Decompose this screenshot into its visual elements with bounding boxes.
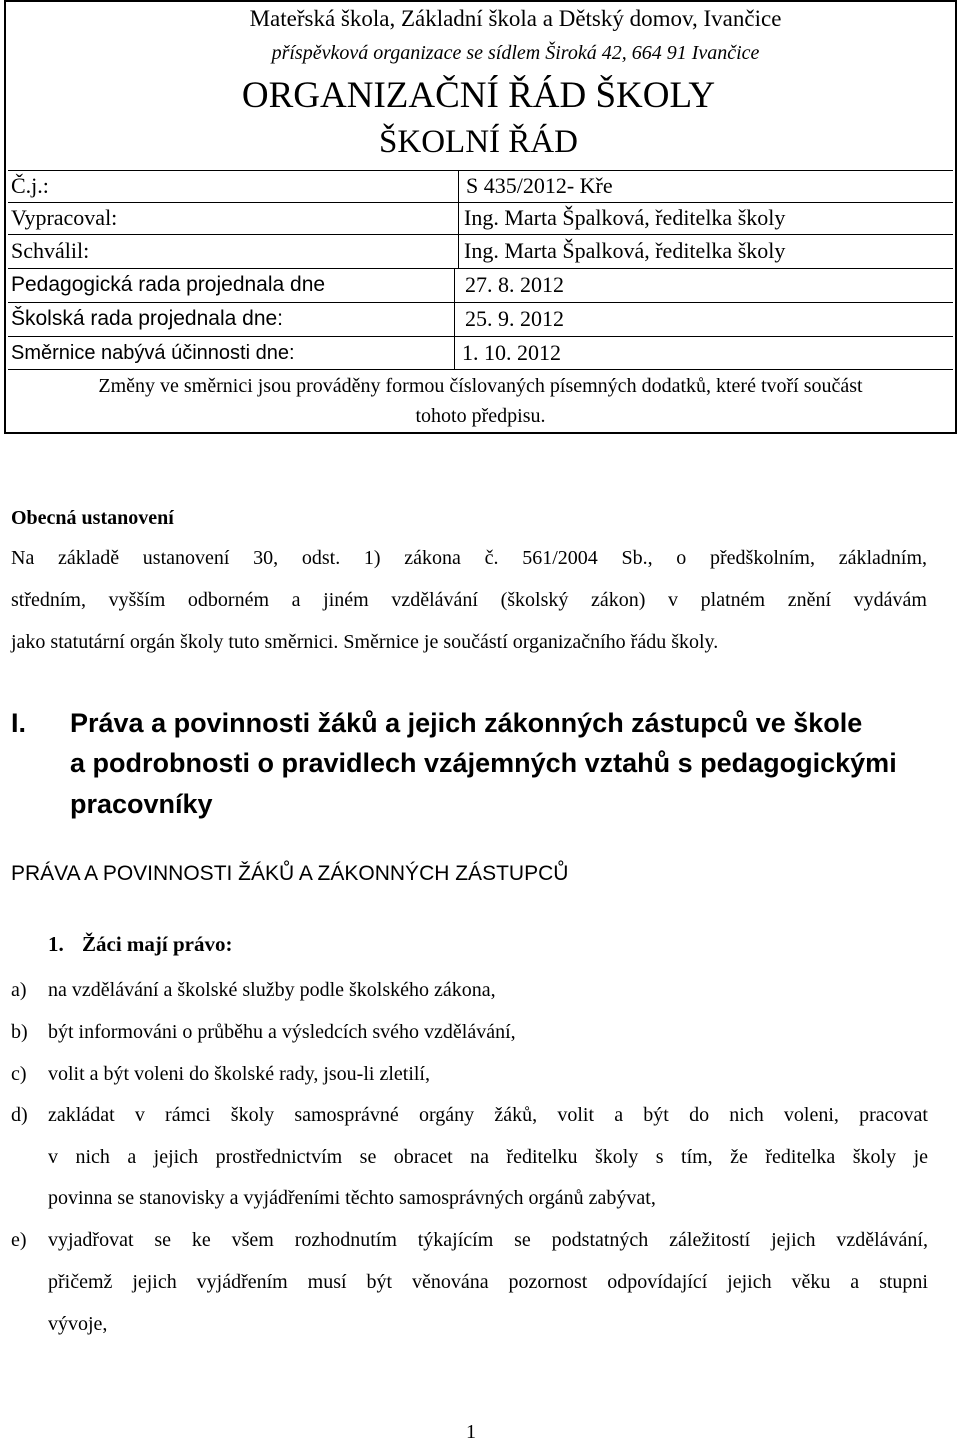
general-provisions-heading: Obecná ustanovení bbox=[11, 507, 174, 529]
row-value-reference: S 435/2012- Kře bbox=[466, 173, 613, 198]
list-item-text: zakládat v rámci školy samosprávné orgány žáků, volit a být do nich voleni, pracovat bbox=[48, 1104, 928, 1126]
row-value-effective-date: 1. 10. 2012 bbox=[462, 340, 561, 365]
list-item-text: povinna se stanovisky a vyjádřeními těchto samosprávných orgánů zabývat, bbox=[48, 1187, 656, 1209]
row-value-prepared-by: Ing. Marta Špalková, ředitelka školy bbox=[464, 205, 786, 230]
row-divider bbox=[8, 268, 953, 269]
document-header-table bbox=[4, 0, 957, 434]
column-divider bbox=[458, 170, 459, 268]
row-divider bbox=[8, 369, 953, 370]
document-title: ORGANIZAČNÍ ŘÁD ŠKOLY bbox=[241, 75, 716, 116]
row-value-approved-by: Ing. Marta Špalková, ředitelka školy bbox=[464, 238, 786, 263]
section-title-line: pracovníky bbox=[70, 789, 213, 819]
row-divider bbox=[8, 234, 953, 235]
section-numeral: I. bbox=[11, 708, 27, 738]
school-name: Mateřská škola, Základní škola a Dětský domov, Ivančice bbox=[249, 6, 782, 31]
row-divider bbox=[8, 170, 953, 171]
row-divider bbox=[8, 336, 953, 337]
list-item-letter: c) bbox=[11, 1063, 27, 1085]
section-title-line: a podrobnosti o pravidlech vzájemných vztahů s pedagogickými bbox=[70, 748, 897, 778]
general-paragraph-line: Na základě ustanovení 30, odst. 1) zákona č. 561/2004 Sb., o předškolním, základním, bbox=[11, 547, 927, 569]
row-label-effective-date: Směrnice nabývá účinnosti dne: bbox=[11, 342, 295, 364]
point-title: Žáci mají právo: bbox=[82, 932, 233, 956]
list-item-text: přičemž jejich vyjádřením musí být věnována pozornost odpovídající jejich věku a stupni bbox=[48, 1271, 928, 1293]
column-divider bbox=[454, 268, 455, 369]
list-item-text: na vzdělávání a školské služby podle školského zákona, bbox=[48, 979, 496, 1001]
amendment-note-line1: Změny ve směrnici jsou prováděny formou číslovaných písemných dodatků, které tvoří součást bbox=[98, 375, 863, 397]
list-item-letter: a) bbox=[11, 979, 27, 1001]
list-item-text: být informováni o průběhu a výsledcích svého vzdělávání, bbox=[48, 1021, 516, 1043]
row-label-reference: Č.j.: bbox=[11, 173, 49, 198]
row-divider bbox=[8, 302, 953, 303]
list-item-text: volit a být voleni do školské rady, jsou-li zletilí, bbox=[48, 1063, 430, 1085]
row-label-prepared-by: Vypracoval: bbox=[11, 205, 118, 230]
list-item-text: vývoje, bbox=[48, 1313, 108, 1335]
list-item-text: v nich a jejich prostřednictvím se obracet na ředitelku školy s tím, že ředitelka školy je bbox=[48, 1146, 928, 1168]
row-label-approved-by: Schválil: bbox=[11, 238, 90, 263]
row-value-pedagogical-council: 27. 8. 2012 bbox=[465, 272, 564, 297]
school-subtitle: příspěvková organizace se sídlem Široká 42, 664 91 Ivančice bbox=[271, 42, 760, 64]
list-item-letter: e) bbox=[11, 1229, 27, 1251]
general-paragraph-line: jako statutární orgán školy tuto směrnici. Směrnice je součástí organizačního řádu školy. bbox=[11, 631, 719, 653]
section-title-line: Práva a povinnosti žáků a jejich zákonných zástupců ve škole bbox=[70, 708, 863, 738]
row-value-school-council: 25. 9. 2012 bbox=[465, 306, 564, 331]
row-label-pedagogical-council: Pedagogická rada projednala dne bbox=[11, 273, 326, 296]
list-item-text: vyjadřovat se ke všem rozhodnutím týkajícím se podstatných záležitostí jejich vzdělávání, bbox=[48, 1229, 928, 1251]
rights-duties-subheading: PRÁVA A POVINNOSTI ŽÁKŮ A ZÁKONNÝCH ZÁSTUPCŮ bbox=[11, 862, 569, 885]
list-item-letter: d) bbox=[11, 1104, 28, 1126]
list-item-letter: b) bbox=[11, 1021, 28, 1043]
amendment-note-line2: tohoto předpisu. bbox=[415, 405, 546, 427]
document-subtitle: ŠKOLNÍ ŘÁD bbox=[379, 124, 578, 160]
point-number: 1. bbox=[48, 932, 64, 956]
row-label-school-council: Školská rada projednala dne: bbox=[11, 307, 284, 330]
row-divider bbox=[8, 202, 953, 203]
general-paragraph-line: středním, vyšším odborném a jiném vzdělávání (školský zákon) v platném znění vydávám bbox=[11, 589, 927, 611]
page-number: 1 bbox=[466, 1421, 476, 1443]
